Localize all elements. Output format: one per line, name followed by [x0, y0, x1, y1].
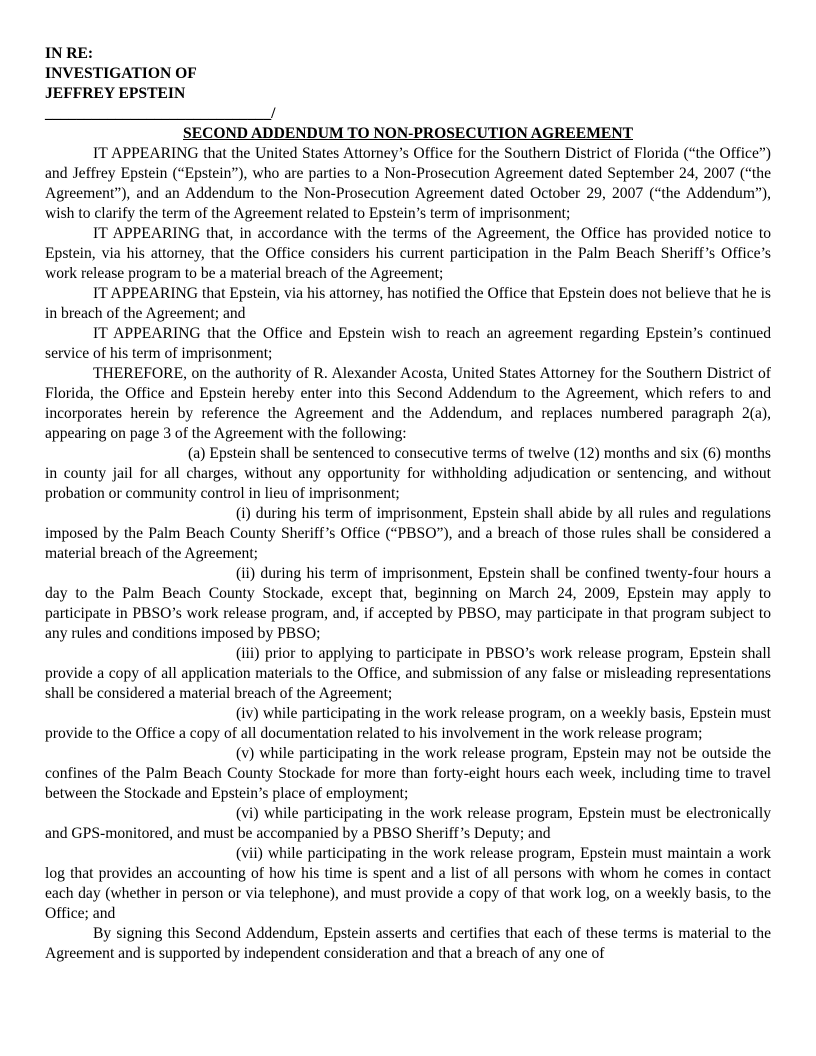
clause-iv: (iv) while participating in the work release program, on a weekly basis, Epstein must provide to the Office a copy of all documentation related to his involvement in the work release program;: [45, 705, 771, 742]
caption-separator: _____________________________/: [45, 105, 276, 122]
case-caption: [45, 44, 771, 124]
document-title: SECOND ADDENDUM TO NON-PROSECUTION AGREEMENT: [183, 125, 633, 142]
paragraph-recital-2: IT APPEARING that, in accordance with the terms of the Agreement, the Office has provided notice to Epstein, via his attorney, that the Office considers his current participation in the Palm Beach Sheriff’s Office’s work release program to be a material breach of the Agreement;: [45, 225, 771, 282]
clause-iii: (iii) prior to applying to participate in PBSO’s work release program, Epstein shall provide a copy of all application materials to the Office, and submission of any false or misleading representations shall be considered a material breach of the Agreement;: [45, 645, 771, 702]
clause-ii: (ii) during his term of imprisonment, Epstein shall be confined twenty-four hours a day to the Palm Beach County Stockade, except that, beginning on March 24, 2009, Epstein may apply to participate in PBSO’s work release program, and, if accepted by PBSO, may participate in that program subject to any rules and conditions imposed by PBSO;: [45, 565, 771, 642]
clause-vi: (vi) while participating in the work release program, Epstein must be electronically and GPS-monitored, and must be accompanied by a PBSO Sheriff’s Deputy; and: [45, 805, 771, 842]
document-page: [45, 44, 771, 964]
caption-investigation: INVESTIGATION OF: [45, 65, 197, 82]
clause-i: (i) during his term of imprisonment, Epstein shall abide by all rules and regulations imposed by the Palm Beach County Sheriff’s Office (“PBSO”), and a breach of those rules shall be considered a material breach of the Agreement;: [45, 505, 771, 562]
paragraph-therefore: THEREFORE, on the authority of R. Alexander Acosta, United States Attorney for the Southern District of Florida, the Office and Epstein hereby enter into this Second Addendum to the Agreement, which refers to and incorporates herein by reference the Agreement and the Addendum, and replaces numbered paragraph 2(a), appearing on page 3 of the Agreement with the following:: [45, 365, 771, 442]
paragraph-recital-3: IT APPEARING that Epstein, via his attorney, has notified the Office that Epstein does not believe that he is in breach of the Agreement; and: [45, 285, 771, 322]
clause-a: (a) Epstein shall be sentenced to consecutive terms of twelve (12) months and six (6) months in county jail for all charges, without any opportunity for withholding adjudication or sentencing, and without probation or community control in lieu of imprisonment;: [45, 445, 771, 502]
clause-v: (v) while participating in the work release program, Epstein may not be outside the confines of the Palm Beach County Stockade for more than forty-eight hours each week, including time to travel between the Stockade and Epstein’s place of employment;: [45, 745, 771, 802]
paragraph-recital-1: IT APPEARING that the United States Attorney’s Office for the Southern District of Florida (“the Office”) and Jeffrey Epstein (“Epstein”), who are parties to a Non-Prosecution Agreement dated September 24, 2007 (“the Agreement”), and an Addendum to the Non-Prosecution Agreement dated October 29, 2007 (“the Addendum”), wish to clarify the term of the Agreement related to Epstein’s term of imprisonment;: [45, 145, 771, 222]
caption-name: JEFFREY EPSTEIN: [45, 85, 186, 102]
paragraph-certification: By signing this Second Addendum, Epstein asserts and certifies that each of these terms is material to the Agreement and is supported by independent consideration and that a breach of any one of: [45, 925, 771, 962]
paragraph-recital-4: IT APPEARING that the Office and Epstein wish to reach an agreement regarding Epstein’s continued service of his term of imprisonment;: [45, 325, 771, 362]
caption-in-re: IN RE:: [45, 45, 94, 62]
clause-vii: (vii) while participating in the work release program, Epstein must maintain a work log that provides an accounting of how his time is spent and a list of all persons with whom he comes in contact each day (whether in person or via telephone), and must provide a copy of that work log, on a weekly basis, to the Office; and: [45, 845, 771, 922]
